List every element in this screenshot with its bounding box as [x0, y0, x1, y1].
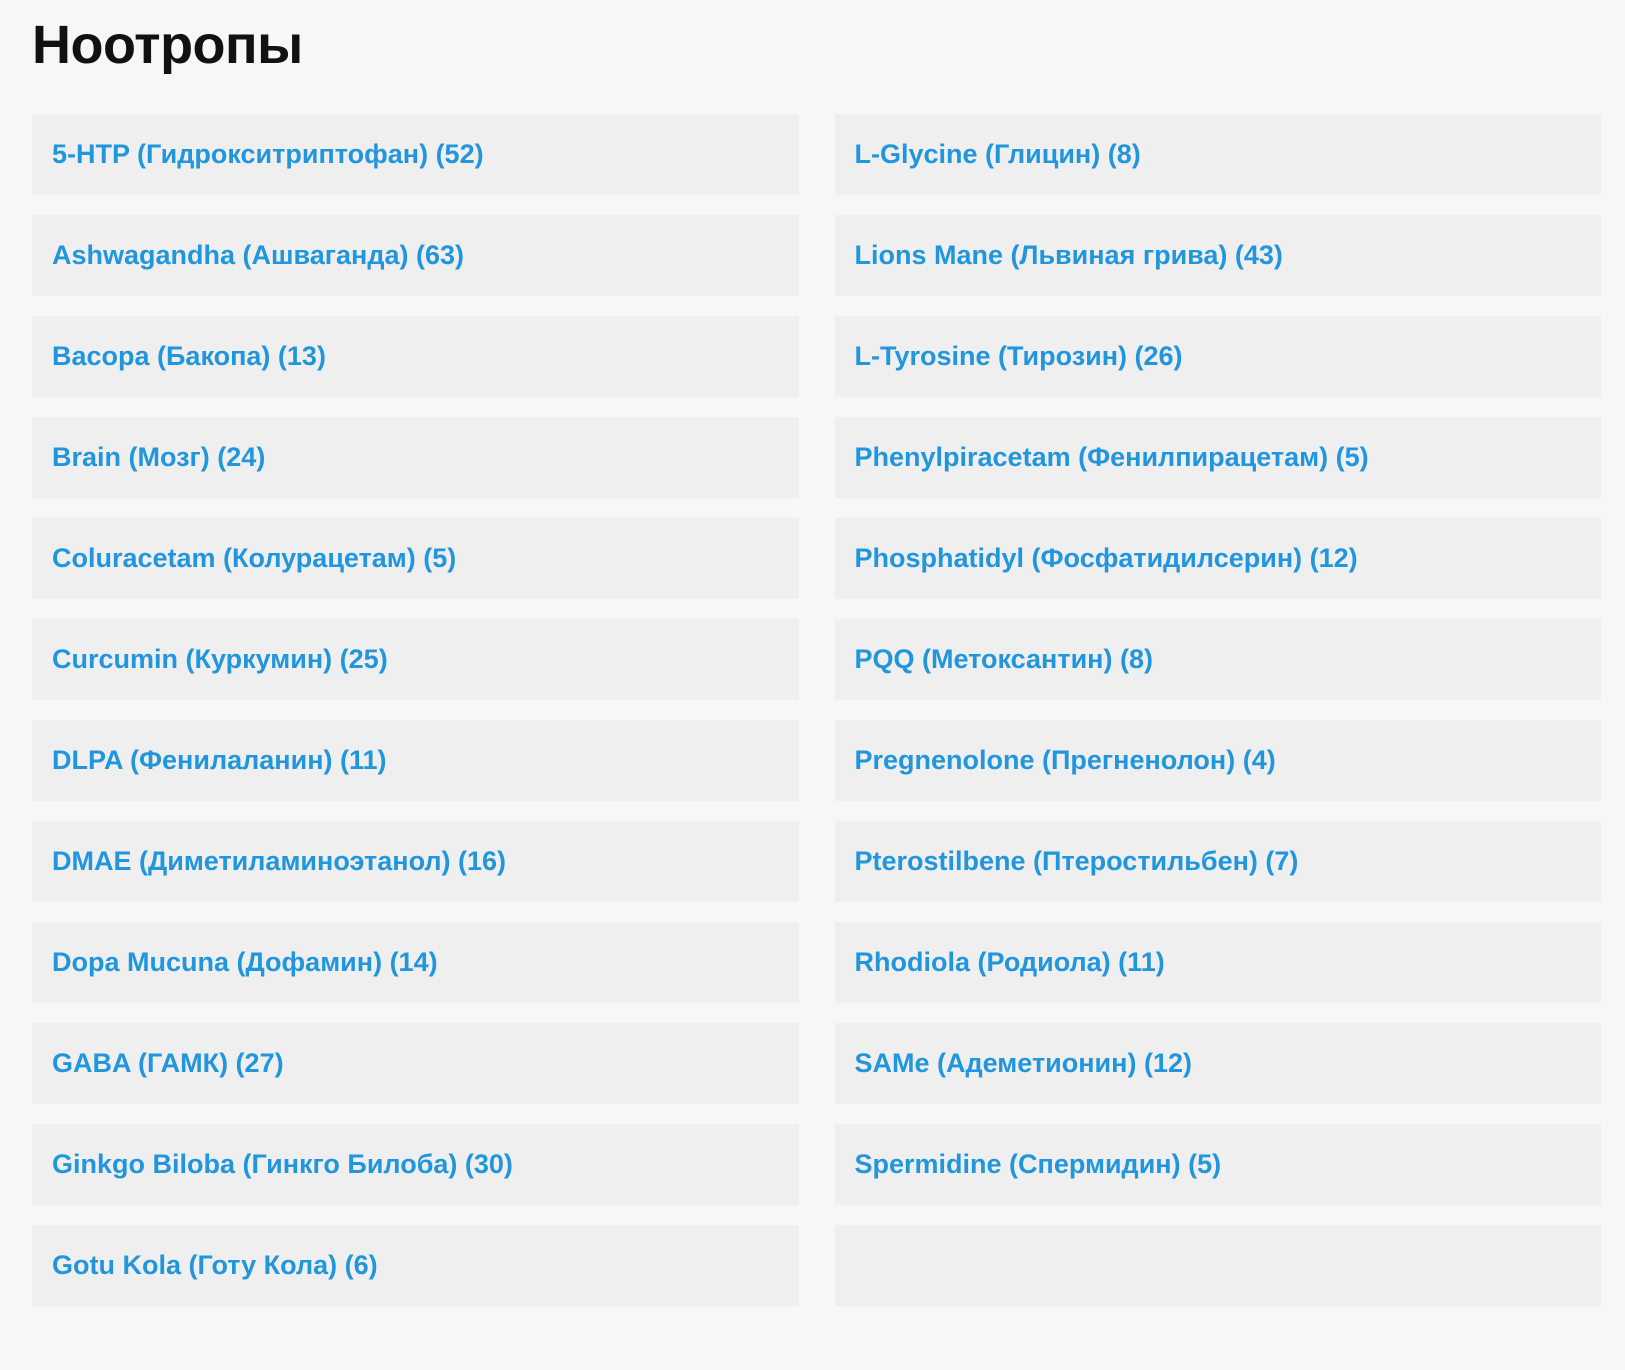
category-item-l-glycine[interactable] — [835, 114, 1602, 195]
page-title: Ноотропы — [32, 15, 303, 75]
category-columns — [0, 114, 1625, 1306]
category-item-label: DLPA (Фенилаланин) (11) — [52, 745, 387, 776]
category-item-label: Curcumin (Куркумин) (25) — [52, 644, 388, 675]
category-item-label: Brain (Мозг) (24) — [52, 442, 266, 473]
category-item-phenylpiracetam[interactable] — [835, 417, 1602, 498]
category-item-label: Rhodiola (Родиола) (11) — [854, 947, 1165, 978]
category-item-pterostilbene[interactable] — [835, 821, 1602, 902]
category-item-l-tyrosine[interactable] — [835, 316, 1602, 397]
category-item-phosphatidyl[interactable] — [835, 518, 1602, 599]
category-item-brain[interactable] — [32, 417, 799, 498]
category-item-label: Ashwagandha (Ашваганда) (63) — [52, 240, 465, 271]
category-item-label: Phenylpiracetam (Фенилпирацетам) (5) — [854, 442, 1369, 473]
category-item-label: Dopa Mucuna (Дофамин) (14) — [52, 947, 438, 978]
category-item-lions-mane[interactable] — [835, 215, 1602, 296]
category-item-label: SAMe (Адеметионин) (12) — [854, 1048, 1192, 1079]
category-item-label: Spermidine (Спермидин) (5) — [854, 1149, 1222, 1180]
category-item-same[interactable] — [835, 1023, 1602, 1104]
category-item-gaba[interactable] — [32, 1023, 799, 1104]
category-item-5htp[interactable] — [32, 114, 799, 195]
category-item-placeholder — [835, 1225, 1602, 1306]
category-item-pregnenolone[interactable] — [835, 720, 1602, 801]
category-item-rhodiola[interactable] — [835, 922, 1602, 1003]
category-item-ashwagandha[interactable] — [32, 215, 799, 296]
category-item-bacopa[interactable] — [32, 316, 799, 397]
category-item-label: Pregnenolone (Прегненолон) (4) — [854, 745, 1276, 776]
category-item-curcumin[interactable] — [32, 619, 799, 700]
category-column-right — [835, 114, 1602, 1306]
category-item-dmae[interactable] — [32, 821, 799, 902]
category-item-ginkgo-biloba[interactable] — [32, 1124, 799, 1205]
category-item-dopa-mucuna[interactable] — [32, 922, 799, 1003]
category-item-pqq[interactable] — [835, 619, 1602, 700]
category-item-label: Phosphatidyl (Фосфатидилсерин) (12) — [854, 543, 1358, 574]
category-item-label: 5-HTP (Гидрокситриптофан) (52) — [52, 139, 484, 170]
category-item-label: GABA (ГАМК) (27) — [52, 1048, 284, 1079]
category-item-label: L-Tyrosine (Тирозин) (26) — [854, 341, 1183, 372]
category-item-label: PQQ (Метоксантин) (8) — [854, 644, 1153, 675]
category-item-dlpa[interactable] — [32, 720, 799, 801]
category-item-label: L-Glycine (Глицин) (8) — [854, 139, 1141, 170]
category-item-spermidine[interactable] — [835, 1124, 1602, 1205]
category-item-coluracetam[interactable] — [32, 518, 799, 599]
category-item-label: Ginkgo Biloba (Гинкго Билоба) (30) — [52, 1149, 513, 1180]
category-item-label: Lions Mane (Львиная грива) (43) — [854, 240, 1283, 271]
category-item-label: Bacopa (Бакопа) (13) — [52, 341, 326, 372]
category-item-label: Gotu Kola (Готу Кола) (6) — [52, 1250, 378, 1281]
category-column-left — [32, 114, 799, 1306]
category-item-label: DMAE (Диметиламиноэтанол) (16) — [52, 846, 507, 877]
category-item-gotu-kola[interactable] — [32, 1225, 799, 1306]
category-item-label: Coluracetam (Колурацетам) (5) — [52, 543, 457, 574]
category-item-label: Pterostilbene (Птеростильбен) (7) — [854, 846, 1299, 877]
